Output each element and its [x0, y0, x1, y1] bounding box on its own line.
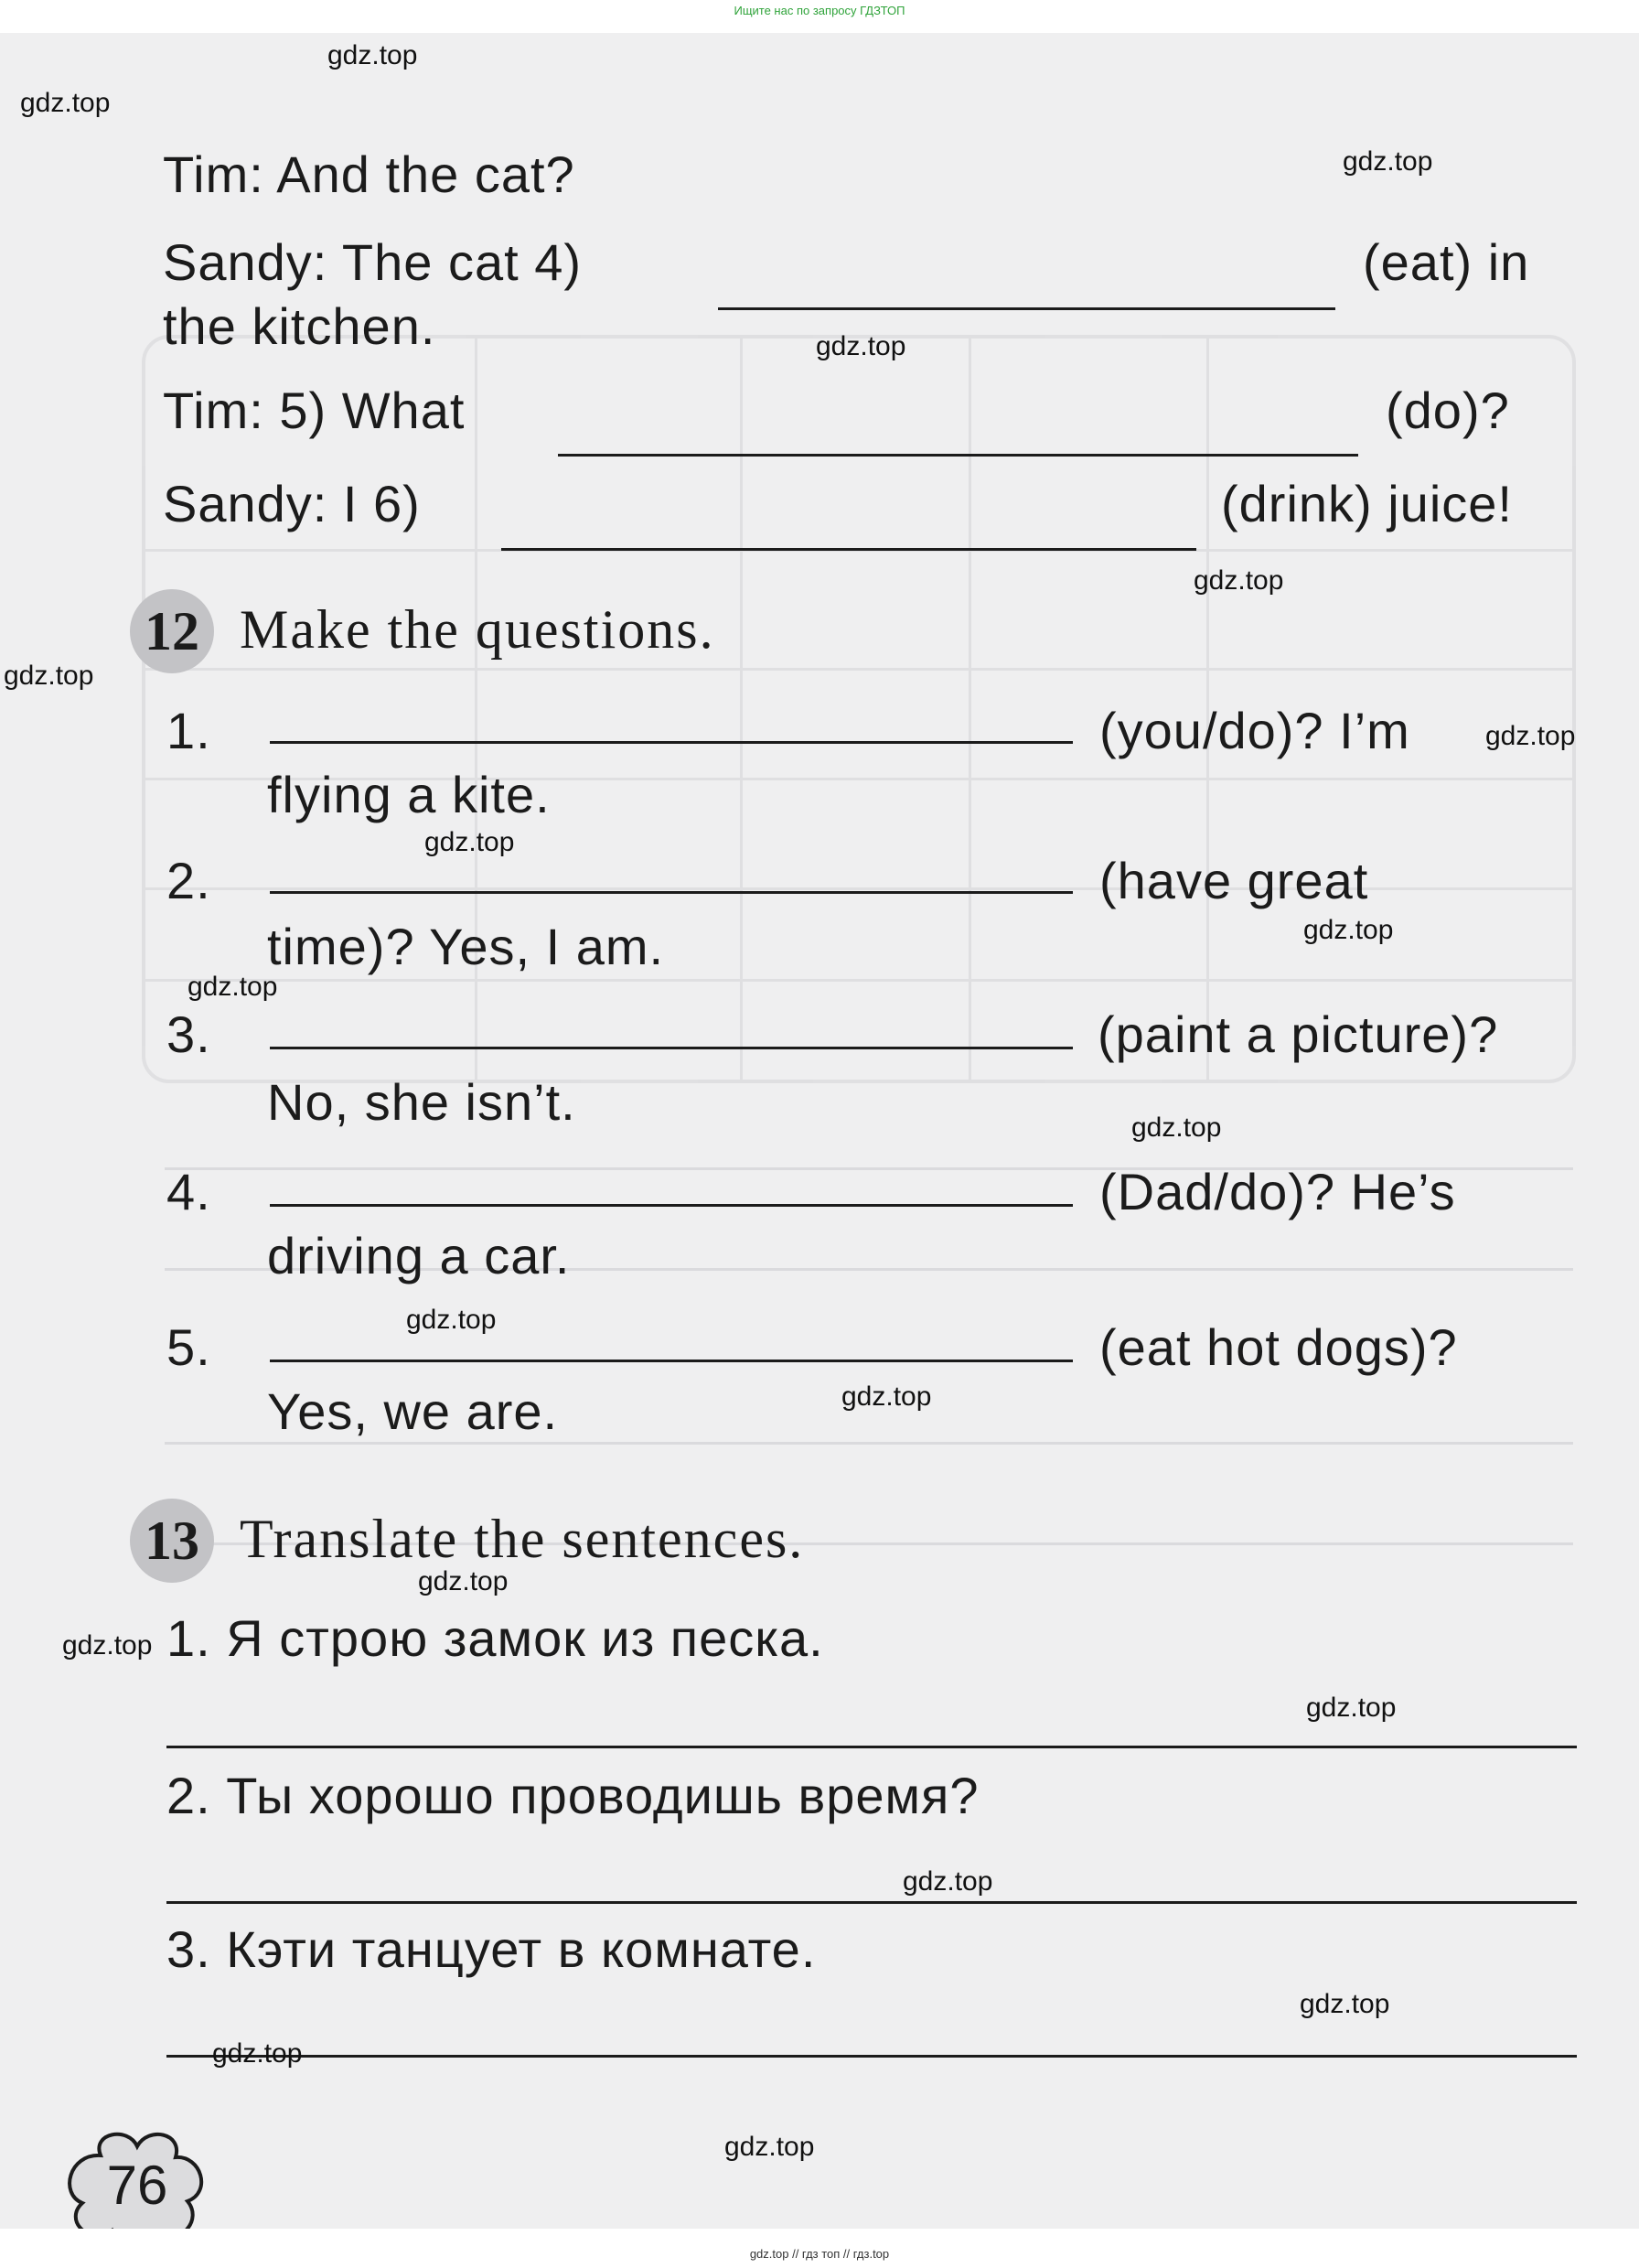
ex12-item-3-number: 3.: [166, 1005, 211, 1063]
ex12-item-2-blank[interactable]: [270, 891, 1073, 894]
ex12-item-4-number: 4.: [166, 1163, 211, 1220]
dialogue-line-1: Tim: And the cat?: [163, 145, 575, 203]
watermark: gdz.top: [62, 1630, 153, 1661]
page-number-badge: [64, 2128, 210, 2229]
ex12-item-4-hint: (Dad/do)? He’s: [1099, 1163, 1456, 1220]
watermark: gdz.top: [1343, 146, 1433, 177]
watermark: gdz.top: [1131, 1113, 1222, 1143]
dialogue-line-4-hint: (drink) juice!: [1221, 475, 1513, 532]
dialogue-line-2-start: Sandy: The cat 4): [163, 233, 582, 291]
ex13-item-2: 2. Ты хорошо проводишь время?: [166, 1767, 980, 1824]
ex13-item-1-blank[interactable]: [166, 1746, 1577, 1748]
ex13-item-3-blank[interactable]: [166, 2055, 1577, 2058]
ex12-item-2-answer: time)? Yes, I am.: [267, 918, 665, 975]
ex13-item-2-blank[interactable]: [166, 1901, 1577, 1904]
watermark: gdz.top: [903, 1866, 993, 1897]
watermark: gdz.top: [724, 2132, 815, 2162]
ex12-item-1-number: 1.: [166, 702, 211, 759]
watermark: gdz.top: [1194, 565, 1284, 596]
dialogue-line-3-hint: (do)?: [1386, 382, 1510, 439]
watermark: gdz.top: [816, 331, 906, 361]
ex12-item-2-hint: (have great: [1099, 852, 1369, 909]
ex13-item-3: 3. Кэти танцует в комнате.: [166, 1920, 817, 1978]
ex12-item-1-answer: flying a kite.: [267, 766, 551, 823]
dialogue-line-2-end: the kitchen.: [163, 297, 436, 355]
watermark: gdz.top: [1485, 721, 1576, 751]
watermark: gdz.top: [1306, 1693, 1397, 1723]
watermark: gdz.top: [187, 972, 278, 1002]
ex12-item-5-blank[interactable]: [270, 1360, 1073, 1362]
answer-blank-5[interactable]: [558, 454, 1358, 457]
ex12-item-2-number: 2.: [166, 852, 211, 909]
ex12-item-5-number: 5.: [166, 1318, 211, 1376]
watermark: gdz.top: [418, 1566, 509, 1596]
ex12-item-4-answer: driving a car.: [267, 1227, 571, 1284]
exercise-12-number: 12: [130, 589, 214, 673]
dialogue-line-4-start: Sandy: I 6): [163, 475, 421, 532]
watermark: gdz.top: [424, 827, 515, 857]
watermark: gdz.top: [212, 2038, 303, 2069]
dialogue-line-3-start: Tim: 5) What: [163, 382, 466, 439]
top-banner: Ищите нас по запросу ГДЗТОП: [734, 4, 905, 17]
exercise-12-title: Make the questions.: [240, 599, 715, 660]
workbook-page: [0, 33, 1639, 2229]
watermark: gdz.top: [841, 1381, 932, 1412]
watermark: gdz.top: [4, 661, 94, 691]
ex12-item-3-hint: (paint a picture)?: [1098, 1005, 1499, 1063]
watermark: gdz.top: [20, 88, 111, 118]
answer-blank-4[interactable]: [718, 307, 1335, 310]
exercise-13-title: Translate the sentences.: [240, 1509, 805, 1569]
exercise-13-number: 13: [130, 1499, 214, 1583]
ex12-item-3-blank[interactable]: [270, 1047, 1073, 1049]
dialogue-line-2-hint: (eat) in: [1363, 233, 1530, 291]
watermark: gdz.top: [406, 1305, 497, 1335]
page-number: 76: [106, 2155, 168, 2216]
watermark: gdz.top: [1303, 915, 1394, 945]
watermark: gdz.top: [1300, 1989, 1390, 2019]
ex12-item-1-hint: (you/do)? I’m: [1099, 702, 1410, 759]
watermark: gdz.top: [327, 40, 418, 70]
answer-blank-6[interactable]: [501, 548, 1196, 551]
ex12-item-5-hint: (eat hot dogs)?: [1099, 1318, 1458, 1376]
ex12-item-1-blank[interactable]: [270, 741, 1073, 744]
ex13-item-1: 1. Я строю замок из песка.: [166, 1609, 824, 1667]
ex12-item-4-blank[interactable]: [270, 1204, 1073, 1207]
ex12-item-5-answer: Yes, we are.: [267, 1382, 559, 1440]
ex12-item-3-answer: No, she isn’t.: [267, 1073, 576, 1131]
bottom-banner: gdz.top // гдз топ // гдз.top: [749, 2247, 890, 2261]
